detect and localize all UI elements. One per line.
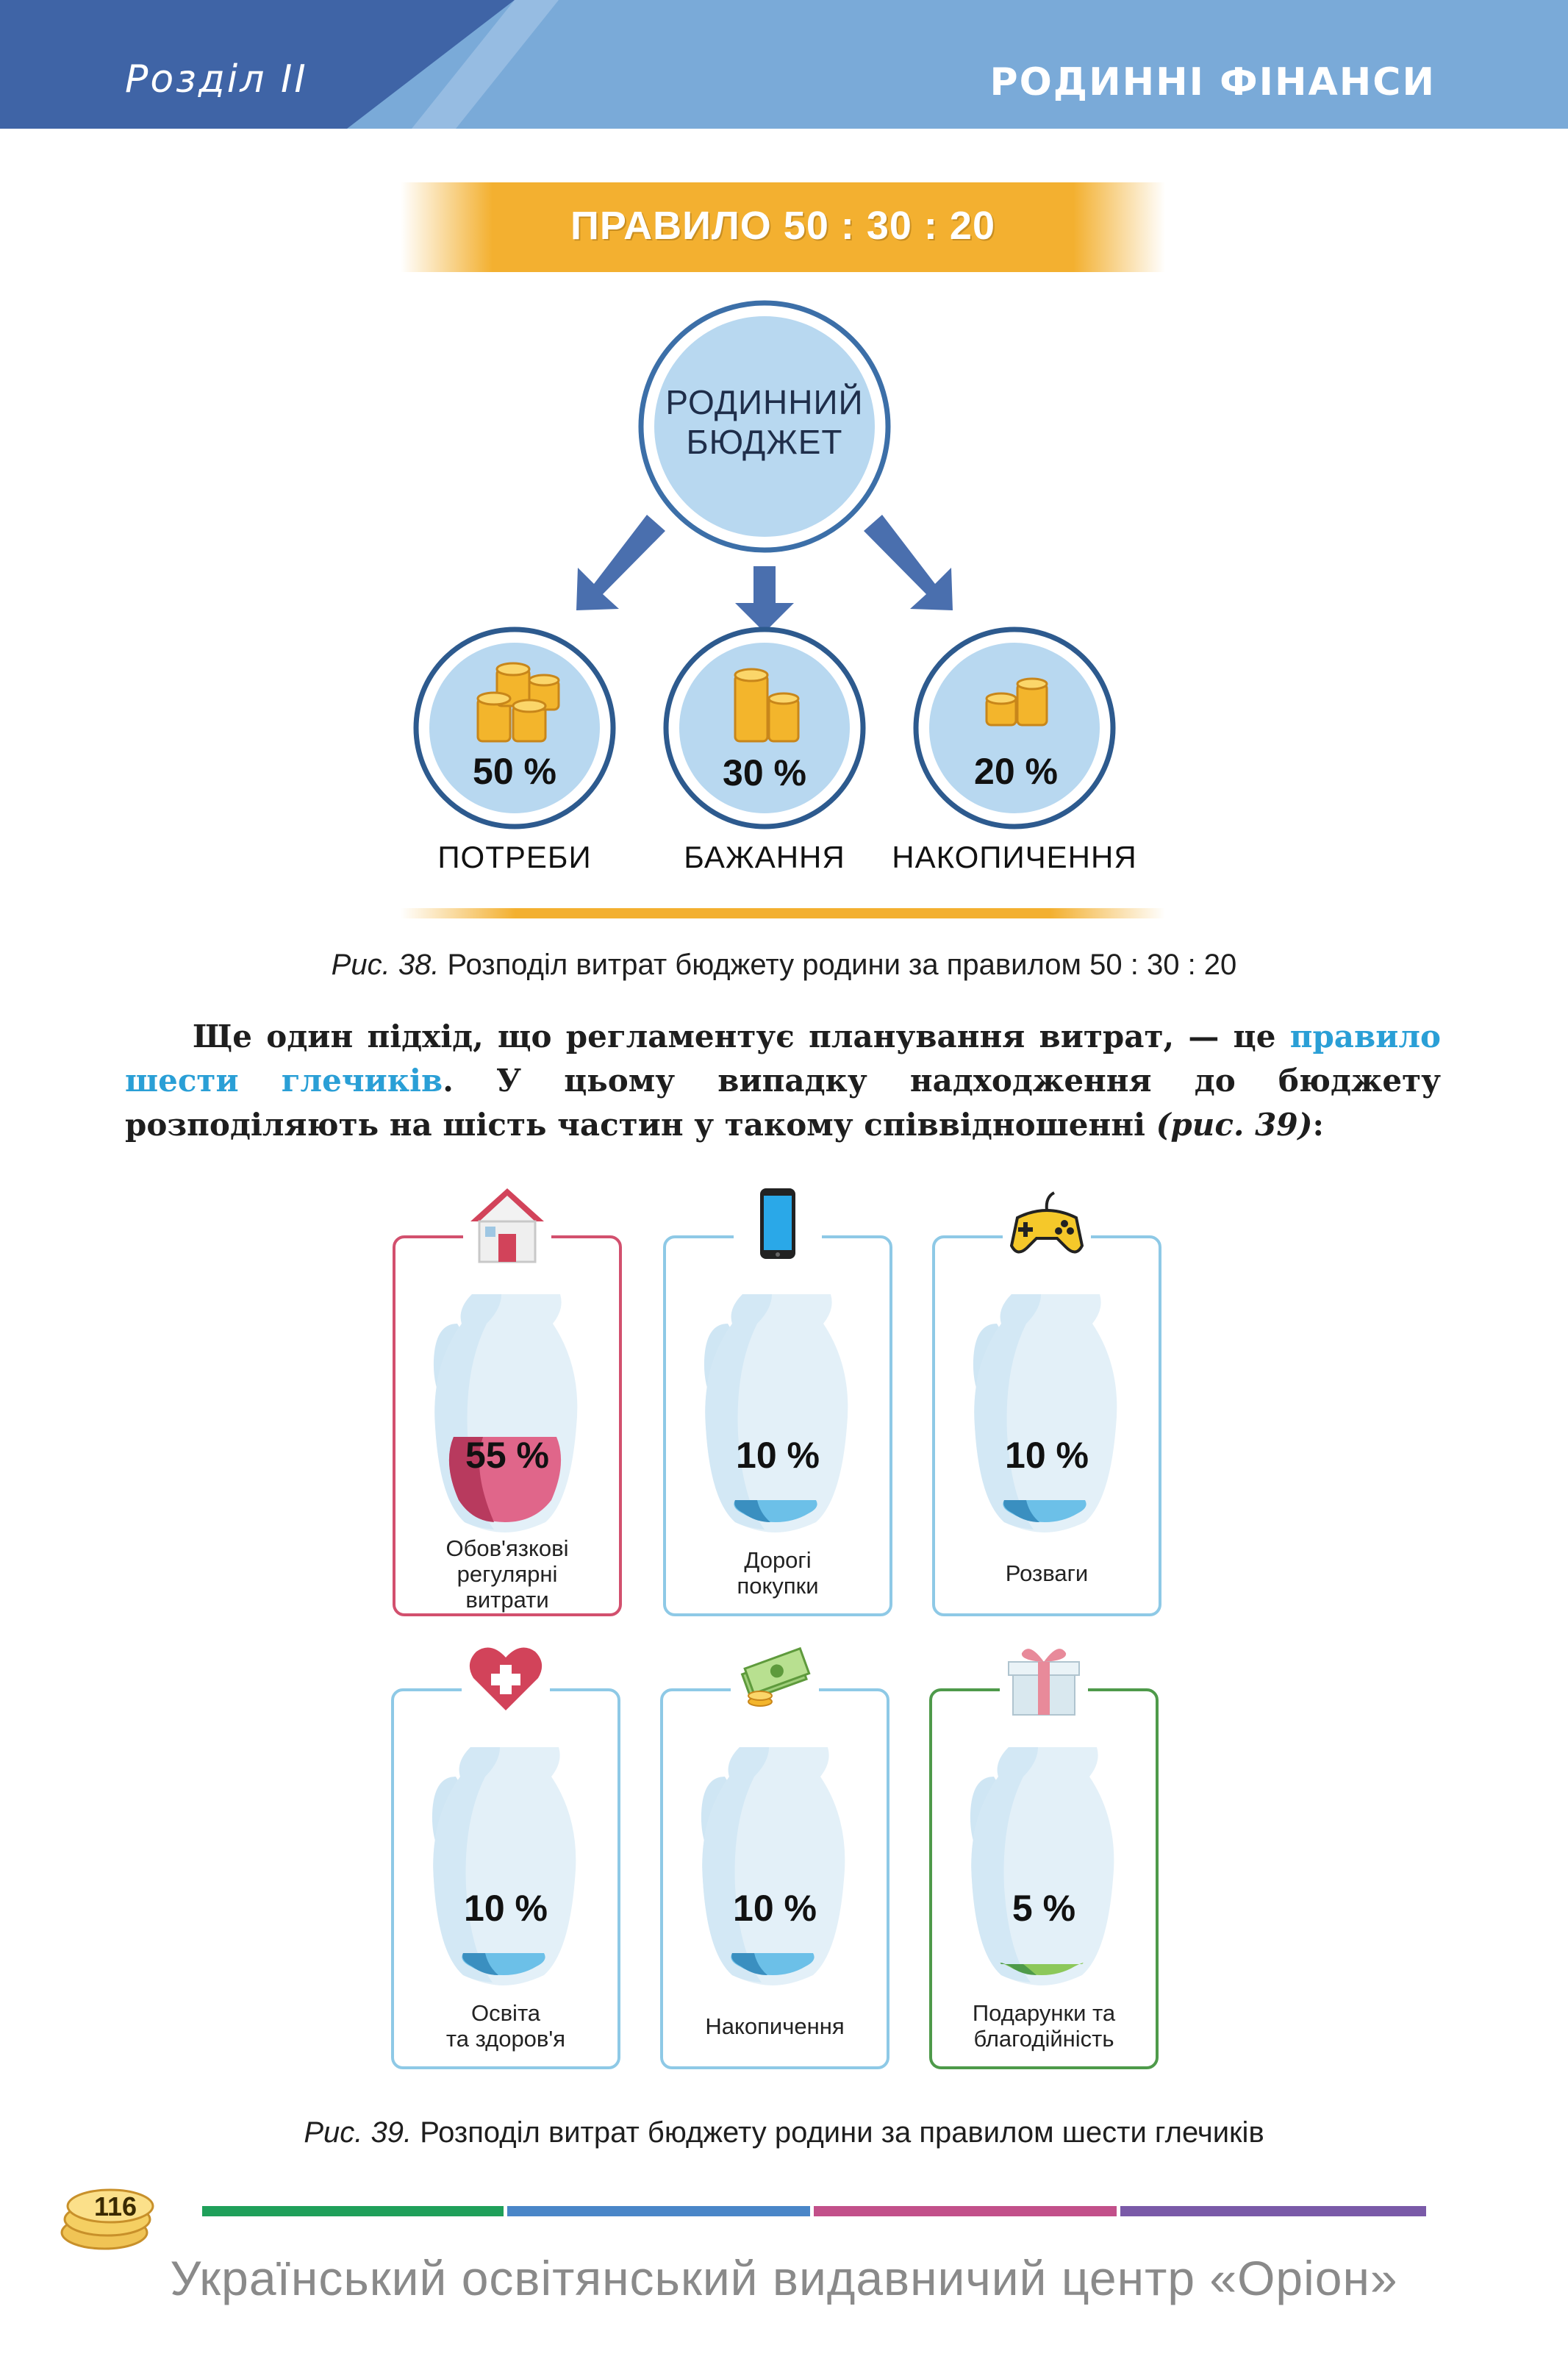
smartphone-icon xyxy=(734,1181,822,1269)
chapter-title: РОДИННІ ФІНАНСИ xyxy=(989,60,1436,104)
footer-bar-blue xyxy=(507,2206,810,2216)
jug-label: Освіта та здоров'я xyxy=(445,2000,566,2052)
jug-card xyxy=(932,1235,1161,1616)
jug-label: Розваги xyxy=(1005,1560,1089,1586)
jug-label: Дорогі покупки xyxy=(737,1547,819,1599)
percent-savings: 20 % xyxy=(974,751,1058,792)
label-savings: НАКОПИЧЕННЯ xyxy=(892,840,1137,874)
publisher-name: Український освітянський видавничий центр «Оріон» xyxy=(170,2251,1398,2305)
jug-percent: 10 % xyxy=(464,1888,548,1929)
arrow-right-icon xyxy=(864,515,953,610)
arrow-down-icon xyxy=(735,566,794,632)
jug-card xyxy=(660,1688,889,2069)
section-label: Розділ II xyxy=(125,57,308,101)
jug-percent: 10 % xyxy=(733,1888,817,1929)
family-budget-label: РОДИННИЙ БЮДЖЕТ xyxy=(665,383,864,461)
house-icon xyxy=(463,1181,551,1269)
rule-term-link: правило шести глечиків xyxy=(125,1018,1441,1099)
money-stack-icon xyxy=(731,1634,819,1722)
jug-label: Подарунки та благодійність xyxy=(972,2000,1116,2052)
gamepad-icon xyxy=(1003,1181,1091,1269)
divider xyxy=(401,908,1165,918)
heart-cross-icon xyxy=(462,1634,550,1722)
page-number: 116 xyxy=(94,2191,137,2221)
jug-card xyxy=(391,1688,620,2069)
figure-39-caption: Рис. 39. Розподіл витрат бюджету родини за правилом шести глечиків xyxy=(304,2116,1264,2149)
jug-card xyxy=(929,1688,1159,2069)
jug-percent: 5 % xyxy=(1012,1888,1076,1929)
figure-38-caption: Рис. 38. Розподіл витрат бюджету родини за правилом 50 : 30 : 20 xyxy=(331,949,1237,981)
jug-percent: 10 % xyxy=(736,1435,820,1476)
percent-wants: 30 % xyxy=(723,752,806,793)
jug-card xyxy=(393,1235,622,1616)
jug-percent: 55 % xyxy=(465,1435,549,1476)
footer-bar-purple xyxy=(1120,2206,1426,2216)
percent-needs: 50 % xyxy=(473,751,556,792)
body-paragraph: Ще один підхід, що регламентує планування витрат, — це правило шести глечиків. У цьому випадку надходження до бюджету розподіляють на шість частин у такому співвідношенні (рис. 39): xyxy=(125,1018,1441,1143)
label-needs: ПОТРЕБИ xyxy=(437,840,592,874)
label-wants: БАЖАННЯ xyxy=(684,840,845,874)
arrow-left-icon xyxy=(576,515,665,610)
jug-label: Накопичення xyxy=(705,2013,845,2039)
banner-title: ПРАВИЛО 50 : 30 : 20 xyxy=(570,204,995,248)
footer-bar-green xyxy=(202,2206,504,2216)
gift-icon xyxy=(1000,1634,1088,1722)
jug-percent: 10 % xyxy=(1005,1435,1089,1476)
jug-label: Обов'язкові регулярні витрати xyxy=(445,1535,569,1613)
footer-bar-pink xyxy=(814,2206,1117,2216)
jug-card xyxy=(663,1235,892,1616)
budget-diagram xyxy=(0,0,1568,956)
